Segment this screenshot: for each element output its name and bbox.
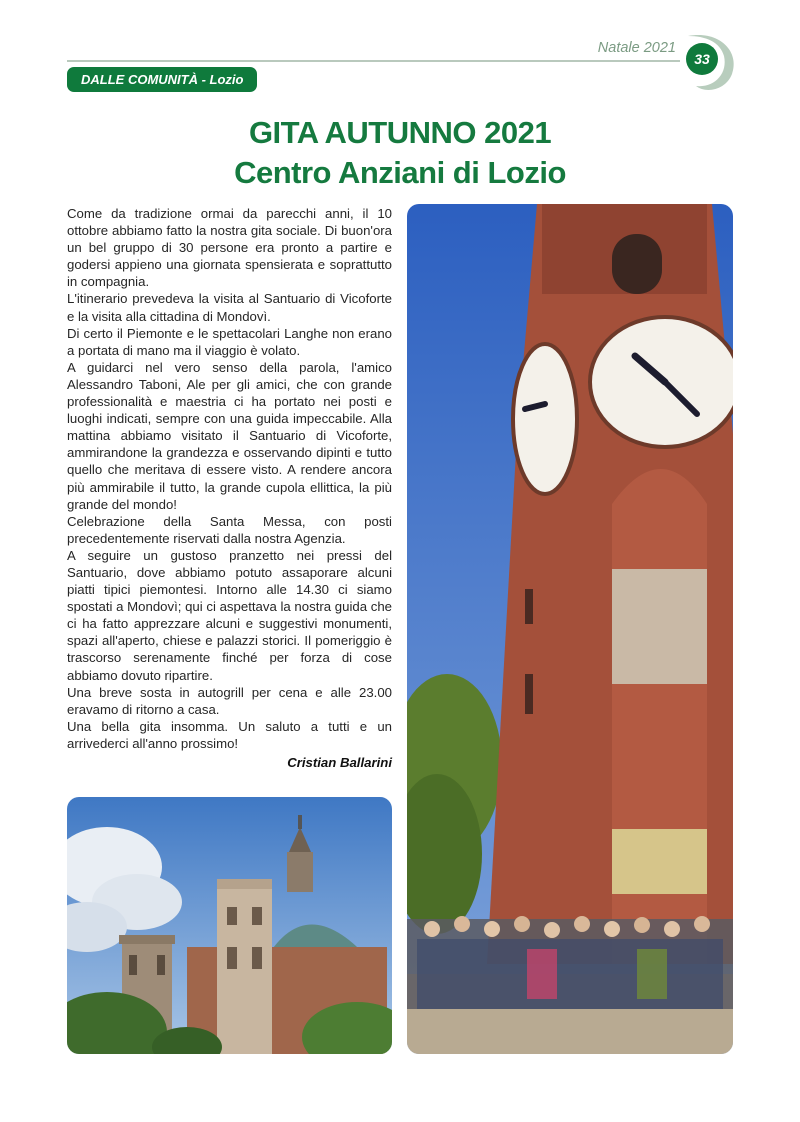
paragraph: A seguire un gustoso pranzetto nei pressi del Santuario, dove abbiamo potuto assaporare alcuni piatti tipici piemontesi. Intorno alle 14.30 ci siamo spostati a Mondovì; qui ci aspettava la nostra guida che ci ha fatto apprezzare alcuni e suggestivi monumenti, spazi all'aperto, chiese e palazzi storici. Il pomeriggio è trascorso serenamente finché per forza di cose abbiamo dovuto ripartire. bbox=[67, 547, 392, 683]
article-subtitle: Centro Anziani di Lozio bbox=[234, 155, 566, 190]
page-number-badge bbox=[680, 30, 740, 94]
article-body bbox=[67, 205, 392, 771]
header-divider bbox=[67, 60, 680, 62]
page-number: 33 bbox=[686, 43, 718, 75]
clock-tower-group-photo bbox=[407, 204, 733, 1054]
paragraph: Di certo il Piemonte e le spettacolari Langhe non erano a portata di mano ma il viaggio è volato. bbox=[67, 325, 392, 358]
paragraph: Celebrazione della Santa Messa, con posti precedentemente riservati dalla nostra Agenzia. bbox=[67, 513, 392, 546]
paragraph: Come da tradizione ormai da parecchi anni, il 10 ottobre abbiamo fatto la nostra gita sociale. Di buon'ora un bel gruppo di 30 persone era pronto a partire e godersi appieno una giornata spensierata e soprattutto in compagnia. bbox=[67, 206, 392, 290]
sanctuary-photo bbox=[67, 797, 392, 1054]
paragraph: A guidarci nel vero senso della parola, l'amico Alessandro Taboni, Ale per gli amici, che con grande professionalità e maestria ci ha portato nei posti e luoghi indicati, sempre con una guida impeccabile. Alla mattina abbiamo visitato il Santuario di Vicoforte, ammirandone la grandezza e osservando dipinti e tutto quello che meritava di essere visto. A rendere ancora più ammirabile il tutto, la grande cupola ellittica, la più grande del mondo! bbox=[67, 359, 392, 512]
paragraph: Una bella gita insomma. Un saluto a tutti e un arrivederci all'anno prossimo! bbox=[67, 718, 392, 751]
article-title: GITA AUTUNNO 2021 bbox=[248, 115, 552, 150]
issue-label: Natale 2021 bbox=[597, 40, 676, 56]
paragraph: L'itinerario prevedeva la visita al Santuario di Vicoforte e la visita alla cittadina di Mondovì. bbox=[67, 291, 392, 324]
paragraph: Una breve sosta in autogrill per cena e alle 23.00 eravamo di ritorno a casa. bbox=[67, 684, 392, 717]
author-signature: Cristian Ballarini bbox=[287, 755, 392, 770]
section-tag: DALLE COMUNITÀ - Lozio bbox=[67, 67, 257, 92]
